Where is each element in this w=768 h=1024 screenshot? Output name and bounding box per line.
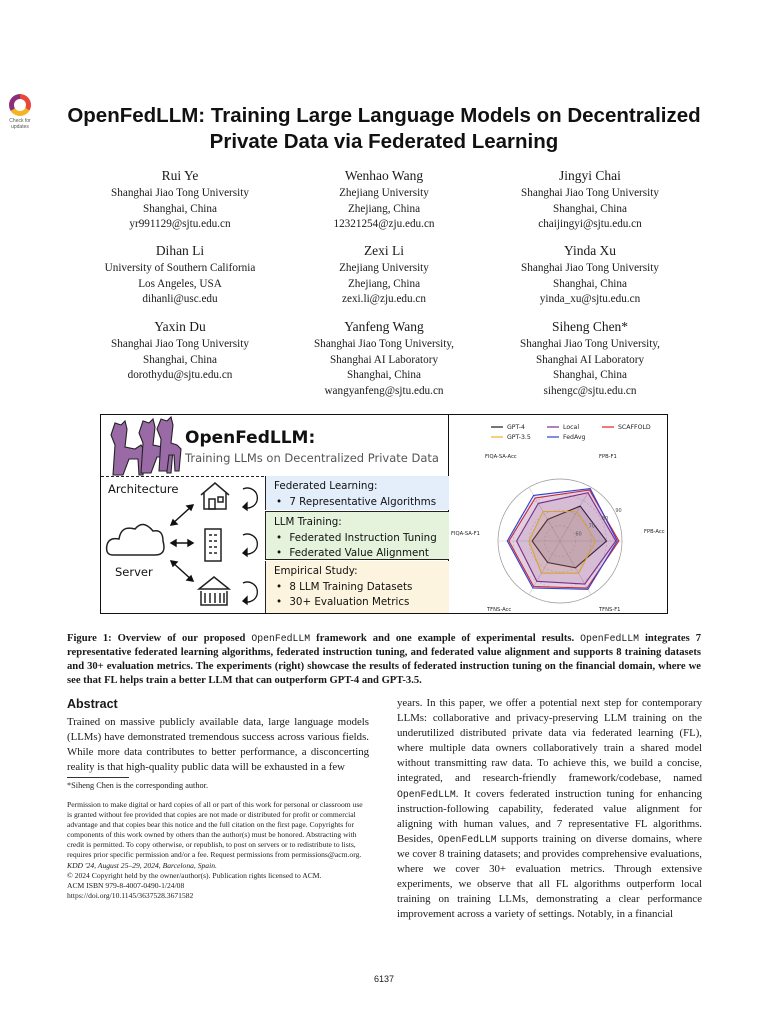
author-affiliation-line: yinda_xu@sjtu.edu.cn [539, 293, 641, 305]
author-name: Dihan Li [155, 243, 205, 258]
author-affiliation-line: Shanghai AI Laboratory [535, 353, 645, 366]
intro-text [397, 696, 702, 922]
text-part: . It covers federated instruction tuning for enhancing instruction-following capability, federated value alignment for aligning with human values, and 7 representative FL algorithms. Besides, [397, 787, 702, 845]
house-icon [201, 483, 229, 509]
building-icon [205, 529, 221, 561]
author-card [470, 167, 710, 233]
list-item: • 30+ Evaluation Metrics [274, 595, 449, 611]
axis-label: FIQA-SA-F1 [451, 531, 480, 537]
caption-code: OpenFedLLM [251, 633, 311, 644]
isbn: ACM ISBN 979-8-4007-0490-1/24/08 [67, 880, 185, 890]
figure-1 [100, 414, 668, 614]
architecture-label: Architecture [108, 482, 179, 496]
box-heading: Empirical Study: [274, 565, 358, 577]
radar-chart-panel [449, 415, 666, 613]
author-name: Yaxin Du [154, 319, 206, 334]
llm-training-box [265, 511, 449, 560]
caption-code: OpenFedLLM [580, 633, 639, 644]
author-name: Rui Ye [161, 168, 199, 183]
check-for-updates-badge[interactable] [6, 94, 34, 130]
author-affiliation-line: zexi.li@zju.edu.cn [342, 293, 426, 305]
author-affiliation-line: Shanghai, China [347, 369, 421, 381]
author-affiliation-line: Shanghai Jiao Tong University, [314, 338, 454, 350]
author-affiliation-line: Shanghai, China [143, 202, 217, 215]
caption-part: Figure 1: Overview of our proposed [67, 633, 252, 644]
list-item: • 8 LLM Training Datasets [274, 580, 449, 596]
author-name: Yanfeng Wang [344, 319, 424, 334]
caption-part: integrates 7 representative federated learning algorithms, federated instruction tuning, and federated value alignment and supports 8 training datasets and 30+ evaluation metrics. The experiments (right) showcase the results of federated instruction tuning on the financial domain, where we see that FL helps train a better LLM that can outperform GPT-4 and GPT-3.5. [67, 633, 701, 686]
box-heading: LLM Training: [274, 516, 342, 528]
author-affiliation-line: Shanghai Jiao Tong University [111, 187, 249, 199]
framework-overview [101, 415, 449, 613]
author-affiliation-line: chaijingyi@sjtu.edu.cn [538, 218, 642, 230]
text-part: supports training on diverse domains, where we cover 8 training datasets; and provides comprehensive evaluations, where we cover 30+ evaluation metrics. Through extensive experiments, we observe that all FL algorithms outperform local training on training LLMs, demonstrating a clear performance improvement across a variety of settings. Notably, in a financial [397, 832, 702, 921]
copyright: © 2024 Copyright held by the owner/author(s). Publication rights licensed to ACM. [67, 870, 322, 880]
doi-link[interactable]: https://doi.org/10.1145/3637528.3671582 [67, 890, 194, 900]
author-card [264, 167, 504, 233]
author-affiliation-line: Shanghai Jiao Tong University [521, 262, 659, 274]
list-item: • Federated Value Alignment [274, 546, 449, 562]
author-card [470, 318, 710, 399]
axis-label: TFNS-F1 [599, 607, 621, 612]
author-affiliation-line: Zhejiang, China [347, 202, 421, 215]
axis-label: FIQA-SA-Acc [485, 454, 517, 460]
author-affiliation-line: Shanghai, China [553, 369, 627, 381]
training-loop-icon [243, 488, 257, 604]
author-name: Siheng Chen* [551, 319, 629, 334]
list-item: • Federated Instruction Tuning [274, 531, 449, 547]
code-name: OpenFedLLM [397, 788, 456, 800]
crossmark-icon [9, 94, 31, 116]
server-label: Server [115, 565, 153, 579]
text-part: years. In this paper, we offer a potential next step for contemporary LLMs: collaborative and privacy-preserving LLM training on the underutilized distributed private data via federated learning (FL), where multiple data owners collaboratively train a shared model without transmitting raw data. To achieve this, we build a concise, integrated, and research-friendly framework/codebase, named [397, 697, 702, 785]
author-name: Jingyi Chai [559, 168, 621, 183]
author-affiliation-line: University of Southern California [104, 262, 256, 274]
ring-label: 80 [601, 515, 609, 522]
caption-part: framework and one example of experimental results. [310, 633, 581, 644]
llama-logo-icon [111, 417, 181, 475]
author-name: Zexi Li [363, 243, 405, 258]
radar-chart [449, 415, 666, 612]
author-affiliation-line: dorothydu@sjtu.edu.cn [127, 369, 233, 381]
logo-title: OpenFedLLM: [185, 428, 316, 448]
ring-label: 90 [615, 508, 622, 514]
footnote-rule [67, 777, 129, 778]
author-affiliation-line: Shanghai, China [143, 353, 217, 366]
axis-label: FPB-Acc [644, 529, 665, 535]
venue: KDD '24, August 25–29, 2024, Barcelona, Spain. [67, 860, 217, 870]
legend-label: Local [563, 424, 580, 431]
author-name: Wenhao Wang [344, 168, 424, 183]
legend-label: GPT-3.5 [507, 434, 531, 441]
permission-block [67, 800, 369, 901]
corresponding-author-footnote: *Siheng Chen is the corresponding author. [67, 781, 209, 790]
author-name: Yinda Xu [563, 243, 617, 258]
empirical-study-box [265, 561, 449, 613]
list-item: • 7 Representative Algorithms [274, 495, 449, 511]
author-affiliation-line: Zhejiang University [339, 187, 429, 199]
logo-subtitle: Training LLMs on Decentralized Private Data [185, 451, 439, 465]
author-card [264, 318, 504, 399]
author-affiliation-line: wangyanfeng@sjtu.edu.cn [324, 384, 444, 397]
fl-box [265, 476, 449, 510]
author-affiliation-line: dihanli@usc.edu [142, 293, 218, 305]
author-affiliation-line: Los Angeles, USA [138, 277, 222, 290]
author-affiliation-line: Zhejiang University [339, 262, 429, 274]
badge-label: Check for updates [9, 118, 31, 130]
author-card [470, 242, 710, 308]
box-heading: Federated Learning: [274, 480, 378, 492]
author-affiliation-line: Zhejiang, China [347, 277, 421, 290]
legend-label: SCAFFOLD [618, 424, 651, 431]
author-affiliation-line: Shanghai Jiao Tong University [521, 187, 659, 199]
legend-label: GPT-4 [507, 424, 525, 431]
author-affiliation-line: Shanghai, China [553, 277, 627, 290]
paper-title: OpenFedLLM: Training Large Language Models on Decentralized Private Data via Federated Learning [67, 104, 701, 153]
page-number: 6137 [373, 974, 395, 984]
author-affiliation-line: Shanghai AI Laboratory [329, 353, 439, 366]
author-affiliation-line: Shanghai Jiao Tong University, [520, 338, 660, 350]
author-affiliation-line: 12321254@zju.edu.cn [333, 218, 435, 230]
legend-label: FedAvg [563, 434, 586, 441]
author-card [264, 242, 504, 308]
abstract-text: Trained on massive publicly available data, large language models (LLMs) have demonstrated tremendous success across various fields. While more data contributes to better performance, a disconcerting reality is that high-quality public data will be exhausted in a few [67, 716, 369, 773]
ring-label: 60 [575, 531, 582, 538]
axis-label: FPB-F1 [599, 454, 617, 460]
exchange-arrows-icon [171, 505, 193, 581]
figure-caption [67, 632, 701, 688]
ring-label: 70 [588, 523, 596, 530]
axis-label: TFNS-Acc [487, 607, 512, 612]
series-fedavg [507, 489, 617, 590]
author-affiliation-line: yr991129@sjtu.edu.cn [129, 218, 231, 230]
author-affiliation-line: Shanghai Jiao Tong University [111, 338, 249, 350]
permission-text: Permission to make digital or hard copies of all or part of this work for personal or classroom use is granted without fee provided that copies are not made or distributed for profit or commercial advantage and that copies bear this notice and the full citation on the first page. Copyrights for components of this work owned by others than the author(s) must be honored. Abstracting with credit is permitted. To copy otherwise, or republish, to post on servers or to redistribute to lists, requires prior specific permission and/or a fee. Request permissions from permissions@acm.org. [67, 800, 363, 860]
abstract-heading: Abstract [67, 697, 118, 711]
cloud-icon [107, 524, 164, 555]
author-affiliation-line: Shanghai, China [553, 202, 627, 215]
code-name: OpenFedLLM [437, 833, 497, 845]
bank-icon [199, 577, 229, 605]
author-affiliation-line: sihengc@sjtu.edu.cn [543, 384, 637, 397]
